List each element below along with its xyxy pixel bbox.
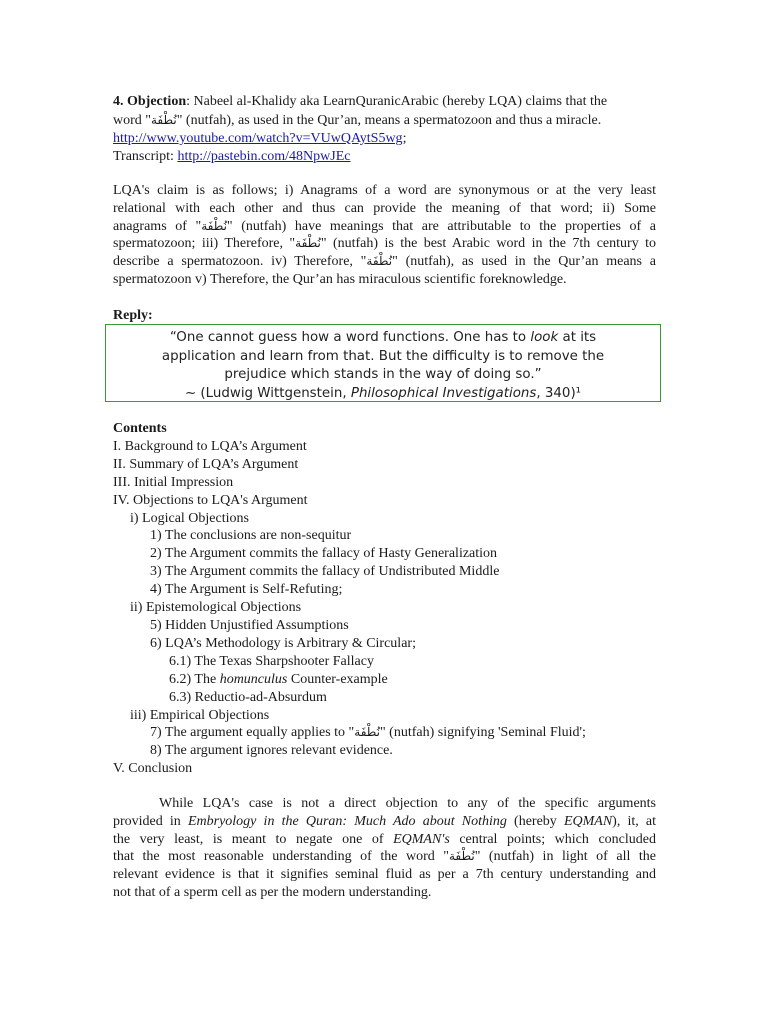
quote-box	[105, 324, 661, 402]
transcript-link[interactable]: http://pastebin.com/48NpwJEc	[177, 149, 351, 164]
contents-item: 8) The argument ignores relevant evidence.	[150, 743, 393, 759]
contents-item: iii) Empirical Objections	[130, 707, 270, 723]
objection-paragraph	[113, 93, 656, 166]
transcript-line: Transcript: http://pastebin.com/48NpwJEc	[113, 149, 351, 164]
reply-heading: Reply:	[113, 308, 153, 323]
quote-line-3: prejudice which stands in the way of doing so.”	[224, 367, 542, 383]
quote-line-1: “One cannot guess how a word functions. One has to look at its	[169, 330, 597, 345]
contents-item: ii) Epistemological Objections	[130, 600, 302, 616]
objection-line-2: word "نُطْفَة" (nutfah), as used in the Qur’an, means a spermatozoon and thus a miracle.	[113, 113, 602, 128]
contents-item: 5) Hidden Unjustified Assumptions	[150, 617, 349, 633]
objection-line-1: 4. Objection: Nabeel al-Khalidy aka LearnQuranicArabic (hereby LQA) claims that the	[113, 94, 608, 109]
youtube-link[interactable]: http://www.youtube.com/watch?v=VUwQAytS5wg	[113, 131, 403, 146]
quote-line-2: application and learn from that. But the difficulty is to remove the	[161, 348, 605, 364]
contents-item: II. Summary of LQA’s Argument	[113, 456, 299, 472]
arabic-word: نُطْفَة	[354, 725, 380, 740]
contents-item: 6.2) The homunculus Counter-example	[169, 671, 388, 687]
contents-item: i) Logical Objections	[130, 510, 249, 526]
arabic-word: نُطْفَة	[366, 254, 393, 269]
intro-paragraph: While LQA's case is not a direct objection to any of the specific arguments provided in Embryology in the Quran: Much Ado about Nothing (hereby EQMAN), it, at the very least, is meant to negate one of EQMAN's central points; which concluded that the most reasonable understanding of the word "نُطْفَة" (nutfah) in light of all the relevant evidence is that it signifies seminal fluid as per a 7th century understanding and not that of a sperm cell as per the modern understanding.	[113, 796, 657, 900]
objection-label: 4. Objection	[113, 94, 187, 109]
arabic-word: نُطْفَة	[295, 236, 321, 251]
claim-paragraph: LQA's claim is as follows; i) Anagrams of a word are synonymous or at the very least relational with each other and thus can provide the meaning of that word; ii) Some anagrams of "نُطْفَة" (nutfah) have meanings that are attributable to the properties of a spermatozoon; iii) Therefore, "نُطْفَة" (nutfah) is the best Arabic word in the 7th century to describe a spermatozoon. iv) Therefore, "نُطْفَة" (nutfah), as used in the Qur’an means a spermatozoon v) Therefore, the Qur’an has miraculous scientific foreknowledge.	[113, 183, 656, 287]
contents-item: 1) The conclusions are non-sequitur	[150, 528, 352, 544]
contents-item: 2) The Argument commits the fallacy of Hasty Generalization	[150, 546, 498, 562]
contents-item: 6.3) Reductio-ad-Absurdum	[169, 689, 327, 705]
contents-item: 4) The Argument is Self-Refuting;	[150, 582, 343, 598]
contents-item: I. Background to LQA’s Argument	[113, 438, 307, 454]
contents-item: IV. Objections to LQA's Argument	[113, 492, 308, 508]
contents-list	[113, 438, 586, 778]
youtube-line: http://www.youtube.com/watch?v=VUwQAytS5wg;	[113, 131, 407, 146]
arabic-word: نُطْفَة	[449, 849, 475, 864]
quote-attribution: ~ (Ludwig Wittgenstein, Philosophical Investigations, 340)¹	[184, 385, 582, 401]
contents-item: III. Initial Impression	[113, 474, 234, 490]
contents-item: 3) The Argument commits the fallacy of Undistributed Middle	[150, 564, 500, 580]
contents-item: 7) The argument equally applies to "نُطْفَة" (nutfah) signifying 'Seminal Fluid';	[150, 725, 586, 741]
contents-item: V. Conclusion	[113, 761, 193, 777]
contents-item: 6) LQA’s Methodology is Arbitrary & Circular;	[150, 635, 416, 651]
arabic-word: نُطْفَة	[151, 113, 177, 127]
arabic-word: نُطْفَة	[201, 218, 227, 233]
contents-item: 6.1) The Texas Sharpshooter Fallacy	[169, 653, 374, 669]
table-of-contents	[113, 420, 586, 778]
contents-heading: Contents	[113, 421, 167, 436]
